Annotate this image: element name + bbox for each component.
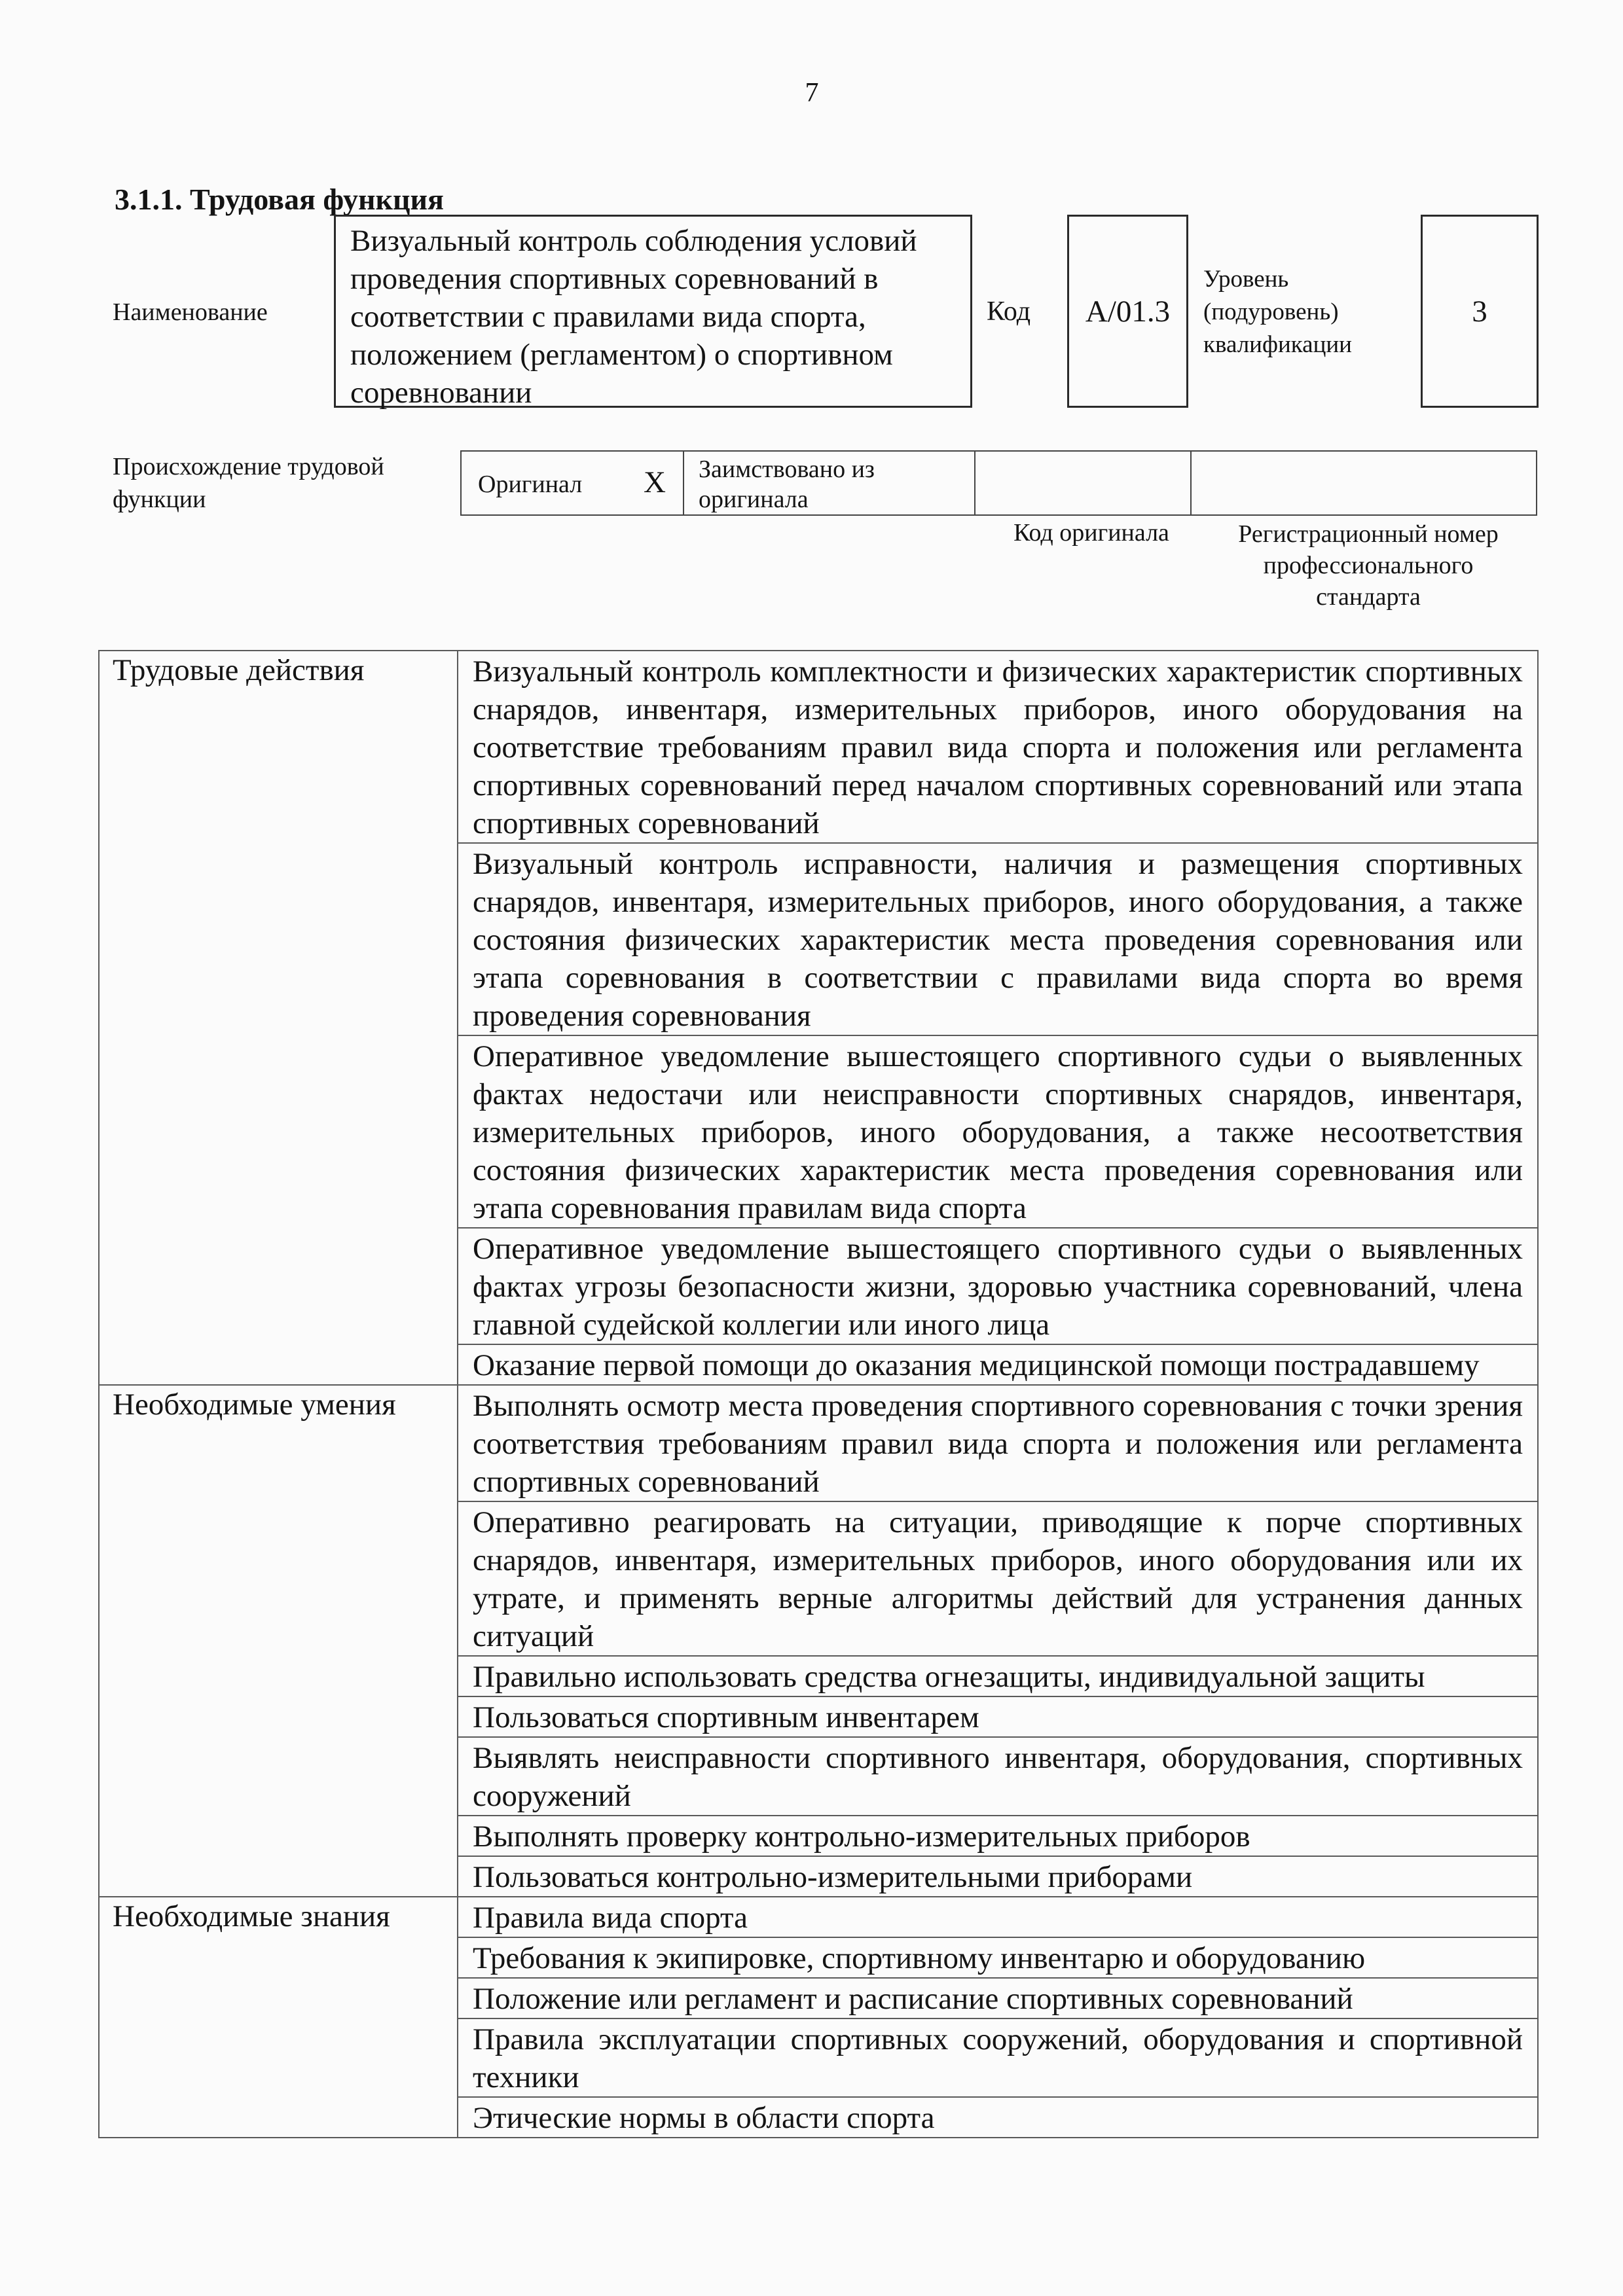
origin-label-line: Происхождение трудовой: [113, 453, 384, 480]
table-cell: Этические нормы в области спорта: [458, 2097, 1538, 2138]
origin-label: [113, 450, 384, 516]
table-cell: Оперативное уведомление вышестоящего спортивного судьи о выявленных фактах недостачи или неисправности спортивных снарядов, инвентаря, измерительных приборов, иного оборудования, а также несоответствия состояния физических характеристик места проведения соревнования или этапа соревнования правилам вида спорта: [458, 1035, 1538, 1228]
level-value: 3: [1472, 294, 1487, 329]
code-of-original-label: Код оригинала: [1013, 519, 1169, 547]
table-cell: Оперативное уведомление вышестоящего спортивного судьи о выявленных фактах угрозы безопасности жизни, здоровью участника соревнований, члена главной судейской коллегии или иного лица: [458, 1228, 1538, 1344]
section-title: 3.1.1. Трудовая функция: [115, 183, 444, 216]
table-cell: Положение или регламент и расписание спортивных соревнований: [458, 1978, 1538, 2018]
original-cell: [462, 452, 684, 514]
original-label: Оригинал: [478, 471, 583, 498]
table-cell: Оказание первой помощи до оказания медицинской помощи пострадавшему: [458, 1344, 1538, 1385]
code-value: A/01.3: [1085, 294, 1171, 329]
function-table: [98, 650, 1539, 2138]
origin-table: [460, 450, 1537, 516]
page-number: 7: [805, 78, 819, 108]
table-cell: Визуальный контроль комплектности и физических характеристик спортивных снарядов, инвентаря, измерительных приборов, иного оборудования на соответствие требованиям правил вида спорта и положения или регламента спортивных соревнований перед началом спортивных соревнований или этапа спортивных соревнований: [458, 651, 1538, 843]
name-label: Наименование: [113, 298, 268, 326]
level-value-box: [1421, 215, 1539, 408]
registration-number-label: [1198, 518, 1539, 613]
table-row: [99, 651, 1538, 843]
table-cell: Визуальный контроль исправности, наличия и размещения спортивных снарядов, инвентаря, измерительных приборов, иного оборудования, а также состояния физических характеристик места проведения соревнования или этапа соревнования в соответствии с правилами вида спорта во время проведения соревнования: [458, 843, 1538, 1035]
table-row: [99, 1385, 1538, 1501]
level-label-line: Уровень: [1203, 266, 1289, 293]
level-label-line: (подуровень): [1203, 298, 1339, 325]
registration-label-line: стандарта: [1316, 583, 1421, 611]
section-title-required-skills: Необходимые умения: [99, 1385, 458, 1897]
table-cell: Выполнять осмотр места проведения спортивного соревнования с точки зрения соответствия требованиям правил вида спорта и положения или регламента спортивных соревнований: [458, 1385, 1538, 1501]
table-cell: Оперативно реагировать на ситуации, приводящие к порче спортивных снарядов, инвентаря, измерительных приборов, иного оборудования или их утрате, и применять верные алгоритмы действий для устранения данных ситуаций: [458, 1501, 1538, 1656]
original-code-cell: [976, 452, 1192, 514]
table-cell: Правильно использовать средства огнезащиты, индивидуальной защиты: [458, 1656, 1538, 1696]
registration-label-line: профессионального: [1263, 552, 1474, 579]
registration-label-line: Регистрационный номер: [1238, 520, 1499, 548]
table-row: [99, 1897, 1538, 1937]
borrowed-label: [699, 454, 875, 514]
code-label: Код: [987, 296, 1031, 327]
table-cell: Пользоваться спортивным инвентарем: [458, 1696, 1538, 1737]
table-cell: Правила эксплуатации спортивных сооружений, оборудования и спортивной техники: [458, 2018, 1538, 2097]
borrowed-label-line: оригинала: [699, 486, 809, 513]
borrowed-label-line: Заимствовано из: [699, 456, 875, 483]
table-cell: Выполнять проверку контрольно-измерительных приборов: [458, 1816, 1538, 1856]
name-value-box: [334, 215, 972, 408]
original-mark: X: [644, 465, 666, 499]
level-label-line: квалификации: [1203, 331, 1352, 358]
borrowed-cell: [684, 452, 976, 514]
origin-label-line: функции: [113, 486, 206, 513]
section-title-required-knowledge: Необходимые знания: [99, 1897, 458, 2138]
table-cell: Выявлять неисправности спортивного инвентаря, оборудования, спортивных сооружений: [458, 1737, 1538, 1816]
level-label: [1203, 263, 1352, 361]
table-cell: Требования к экипировке, спортивному инвентарю и оборудованию: [458, 1937, 1538, 1978]
code-value-box: [1067, 215, 1188, 408]
name-value: Визуальный контроль соблюдения условий проведения спортивных соревнований в соответствии с правилами вида спорта, положением (регламентом) о спортивном соревновании: [350, 224, 917, 410]
registration-number-cell: [1192, 452, 1539, 514]
table-cell: Пользоваться контрольно-измерительными приборами: [458, 1856, 1538, 1897]
section-title-labor-actions: Трудовые действия: [99, 651, 458, 1385]
table-cell: Правила вида спорта: [458, 1897, 1538, 1937]
